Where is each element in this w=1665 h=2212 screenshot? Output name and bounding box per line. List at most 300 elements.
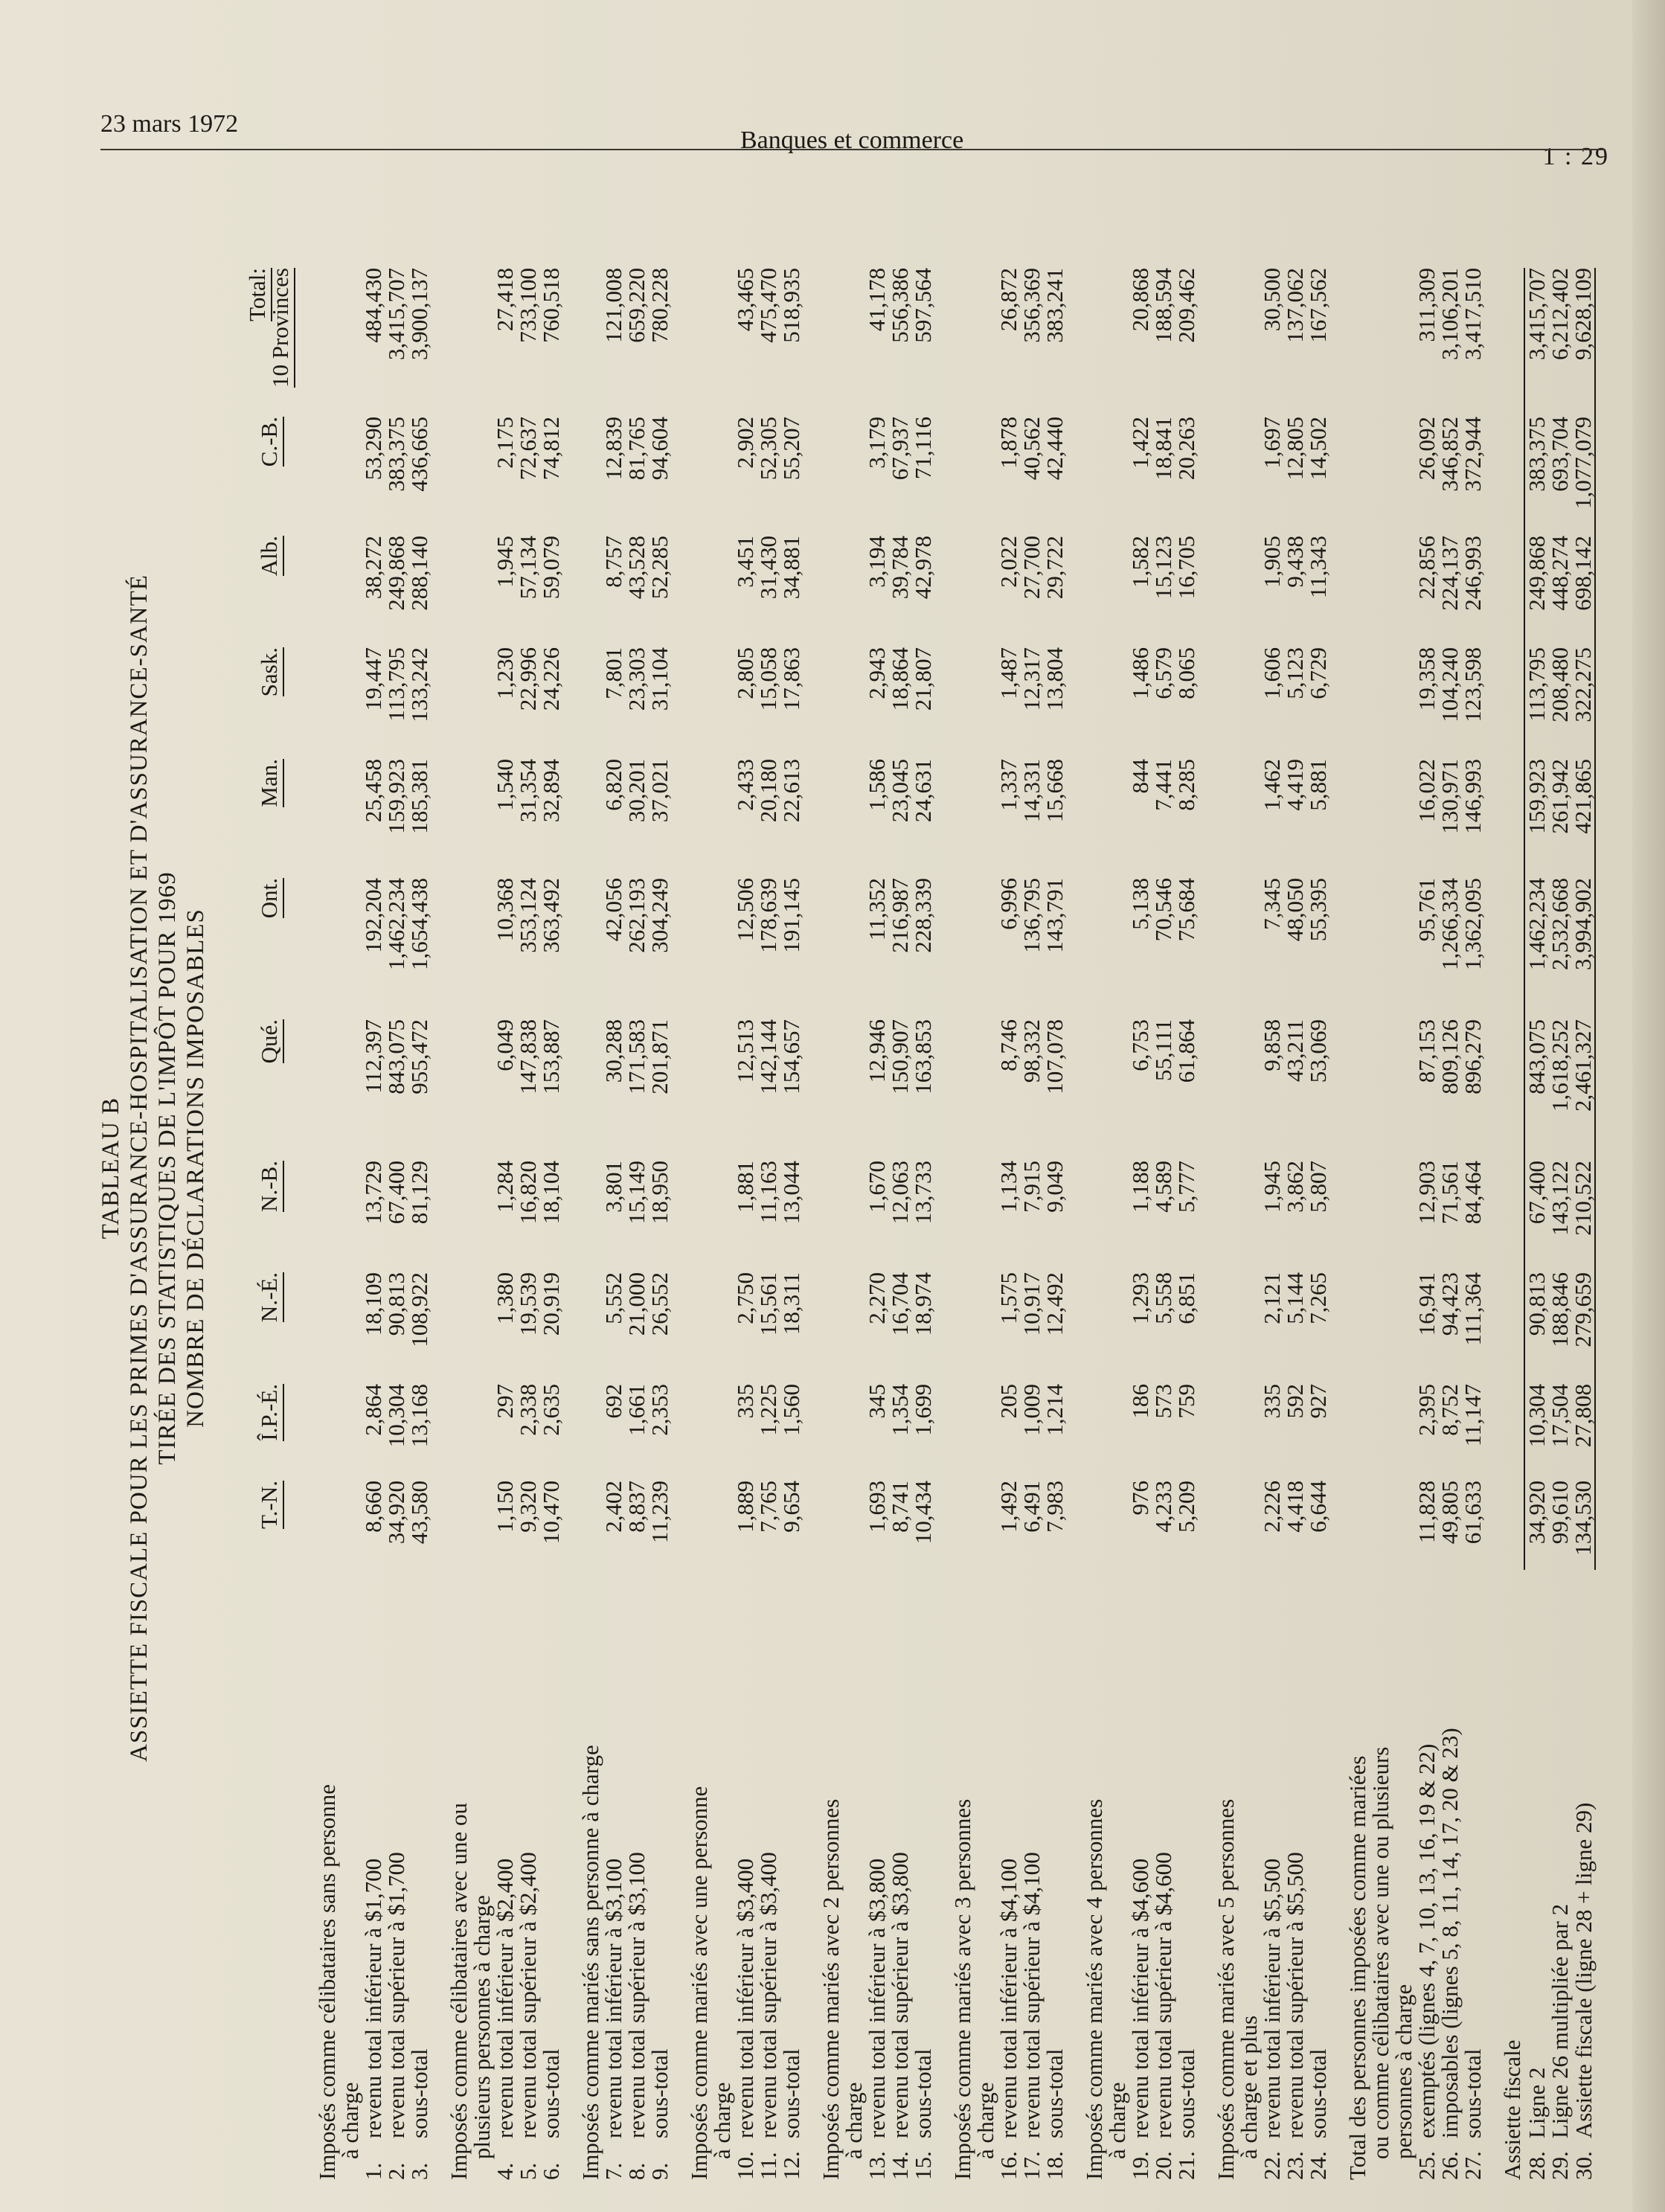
table-cell: 6,729 xyxy=(1305,647,1331,699)
table-cell: 52,305 xyxy=(755,417,781,481)
table-cell: 94,604 xyxy=(647,417,673,481)
table-cell: 1,462 xyxy=(1259,759,1285,811)
row-label xyxy=(385,1570,408,2180)
row-number: 24. xyxy=(1305,2151,1331,2180)
table-cell: 104,240 xyxy=(1437,647,1463,722)
table-row xyxy=(1524,268,1548,2180)
table-cell: 18,109 xyxy=(360,1272,386,1336)
table-cell: 356,369 xyxy=(1018,268,1045,343)
table-cell: 1,606 xyxy=(1259,647,1285,699)
page-header xyxy=(100,110,1609,170)
table-cell: 205 xyxy=(995,1384,1021,1419)
table-cell: 19,447 xyxy=(360,647,386,711)
row-number: 26. xyxy=(1437,2151,1463,2180)
table-cell: 2,338 xyxy=(515,1384,541,1436)
table-cell: 48,050 xyxy=(1282,878,1308,942)
section-heading-row xyxy=(671,268,710,2180)
table-cell: 17,504 xyxy=(1547,1384,1573,1448)
table-cell: 43,211 xyxy=(1282,1019,1308,1083)
table-cell: 3,862 xyxy=(1282,1161,1308,1213)
table-row xyxy=(911,268,934,2180)
row-label xyxy=(1129,1570,1152,2180)
row-label-text: sous-total xyxy=(778,2048,804,2138)
table-row xyxy=(1260,268,1283,2180)
row-label-text: revenu total supérieur à $3,400 xyxy=(755,1852,781,2138)
table-cell: 43,465 xyxy=(732,268,758,332)
table-cell: 1,654,438 xyxy=(406,878,432,970)
section-heading-row xyxy=(1237,268,1260,2180)
table-cell: 55,395 xyxy=(1305,878,1331,942)
section-heading: plusieurs personnes à charge xyxy=(469,1895,495,2159)
table-cell: 1,188 xyxy=(1127,1161,1153,1213)
table-cell: 10,470 xyxy=(538,1481,564,1545)
table-subtitle-2: NOMBRE DE DÉCLARATIONS IMPOSABLES xyxy=(182,908,209,1428)
table-cell: 147,838 xyxy=(515,1019,541,1094)
table-cell: 153,887 xyxy=(538,1019,564,1094)
section-heading: à charge xyxy=(841,2082,867,2159)
row-number: 22. xyxy=(1259,2151,1285,2180)
table-cell: 1,878 xyxy=(995,417,1021,469)
table-cell: 94,423 xyxy=(1437,1272,1463,1336)
row-label-text: sous-total xyxy=(910,2048,936,2138)
table-cell: 1,889 xyxy=(732,1481,758,1533)
row-label-text: revenu total inférieur à $3,400 xyxy=(732,1858,758,2138)
row-number: 4. xyxy=(492,2162,518,2180)
row-number: 28. xyxy=(1523,2151,1550,2180)
row-label xyxy=(997,1570,1020,2180)
table-cell: 143,791 xyxy=(1042,878,1068,953)
table-cell: 7,345 xyxy=(1259,878,1285,930)
row-number: 12. xyxy=(778,2151,804,2180)
row-label xyxy=(1548,1570,1571,2180)
col-header-sask: Sask. xyxy=(246,647,299,759)
table-cell: 130,971 xyxy=(1437,759,1463,834)
table-cell: 844 xyxy=(1127,759,1153,794)
table-cell: 7,983 xyxy=(1042,1481,1068,1533)
rotated-table-block xyxy=(97,156,1629,2180)
table-cell: 2,270 xyxy=(864,1272,890,1324)
table-cell: 18,841 xyxy=(1150,417,1176,481)
table-cell: 2,864 xyxy=(360,1384,386,1436)
table-cell: 843,075 xyxy=(1524,1019,1548,1161)
table-cell: 2,121 xyxy=(1259,1272,1285,1324)
table-cell: 1,881 xyxy=(732,1161,758,1213)
table-cell: 42,978 xyxy=(910,536,936,600)
table-cell: 1,699 xyxy=(910,1384,936,1436)
table-cell: 167,562 xyxy=(1305,268,1331,343)
table-cell: 5,138 xyxy=(1127,878,1153,930)
table-cell: 1,284 xyxy=(492,1161,518,1213)
table-cell: 99,610 xyxy=(1547,1481,1573,1545)
table-cell: 12,506 xyxy=(732,878,758,942)
table-cell: 4,418 xyxy=(1282,1481,1308,1533)
table-cell: 2,226 xyxy=(1259,1481,1285,1533)
row-label xyxy=(1571,1570,1595,2180)
table-cell: 16,705 xyxy=(1173,536,1199,600)
row-label xyxy=(648,1570,671,2180)
section-heading-row xyxy=(431,268,470,2180)
table-row xyxy=(602,268,625,2180)
table-cell: 1,670 xyxy=(864,1161,890,1213)
table-cell: 692 xyxy=(600,1384,626,1419)
section-heading: à charge et plus xyxy=(1236,2015,1262,2159)
table-number: TABLEAU B xyxy=(97,1097,124,1240)
section-heading-row xyxy=(1329,268,1369,2180)
row-label xyxy=(1175,1570,1198,2180)
table-cell: 34,920 xyxy=(1524,1481,1548,1570)
table-row xyxy=(539,268,562,2180)
table-row xyxy=(516,268,539,2180)
row-label-text: Assiette fiscale (ligne 28 + ligne 29) xyxy=(1570,1802,1597,2138)
table-cell: 383,375 xyxy=(1524,417,1548,536)
table-cell: 2,402 xyxy=(600,1481,626,1533)
table-cell: 3,417,510 xyxy=(1460,268,1486,360)
table-cell: 733,100 xyxy=(515,268,541,343)
row-number: 5. xyxy=(515,2162,541,2180)
table-cell: 24,631 xyxy=(910,759,936,823)
table-cell: 67,400 xyxy=(1524,1161,1548,1272)
table-cell: 15,561 xyxy=(755,1272,781,1336)
section-heading: Imposés comme mariés avec 2 personnes xyxy=(818,1798,844,2180)
table-cell: 3,900,137 xyxy=(406,268,432,360)
table-cell: 1,575 xyxy=(995,1272,1021,1324)
table-cell: 7,801 xyxy=(600,647,626,699)
table-cell: 224,137 xyxy=(1437,536,1463,611)
col-header-ne: N.-É. xyxy=(246,1272,299,1384)
table-row xyxy=(493,268,516,2180)
table-row xyxy=(1043,268,1066,2180)
table-cell: 22,613 xyxy=(778,759,804,823)
table-cell: 123,598 xyxy=(1460,647,1486,722)
table-cell: 16,704 xyxy=(887,1272,913,1336)
table-cell: 976 xyxy=(1127,1481,1153,1516)
table-cell: 137,062 xyxy=(1282,268,1308,343)
table-row xyxy=(757,268,780,2180)
table-cell: 192,204 xyxy=(360,878,386,953)
table-cell: 345 xyxy=(864,1384,890,1419)
table-cell: 659,220 xyxy=(623,268,649,343)
table-cell: 87,153 xyxy=(1414,1019,1440,1083)
row-number: 20. xyxy=(1150,2151,1176,2180)
section-heading-row xyxy=(974,268,997,2180)
table-cell: 20,868 xyxy=(1127,268,1153,332)
table-cell: 8,752 xyxy=(1437,1384,1463,1436)
table-cell: 11,352 xyxy=(864,878,890,941)
table-cell: 4,233 xyxy=(1150,1481,1176,1533)
table-cell: 1,945 xyxy=(492,536,518,588)
table-cell: 279,659 xyxy=(1571,1272,1595,1384)
table-cell: 10,917 xyxy=(1018,1272,1045,1336)
table-cell: 1,266,334 xyxy=(1437,878,1463,970)
table-row xyxy=(1461,268,1484,2180)
table-cell: 1,362,095 xyxy=(1460,878,1486,970)
table-cell: 927 xyxy=(1305,1384,1331,1419)
table-cell: 11,239 xyxy=(647,1481,673,1544)
table-cell: 34,881 xyxy=(778,536,804,600)
table-cell: 7,441 xyxy=(1150,759,1176,811)
table-cell: 43,528 xyxy=(623,536,649,600)
row-label-text: Ligne 2 xyxy=(1523,2067,1550,2138)
table-cell: 4,589 xyxy=(1150,1161,1176,1213)
row-number: 1. xyxy=(360,2162,386,2180)
row-label-text: revenu total supérieur à $3,800 xyxy=(887,1852,913,2138)
table-cell: 21,000 xyxy=(623,1272,649,1336)
table-cell: 16,022 xyxy=(1414,759,1440,823)
row-label-text: sous-total xyxy=(1042,2048,1068,2138)
table-cell: 8,660 xyxy=(360,1481,386,1533)
table-cell: 37,021 xyxy=(647,759,673,823)
table-cell: 1,945 xyxy=(1259,1161,1285,1213)
table-row xyxy=(362,268,385,2180)
table-cell: 1,337 xyxy=(995,759,1021,811)
table-cell: 1,618,252 xyxy=(1547,1019,1573,1112)
table-cell: 1,230 xyxy=(492,647,518,699)
row-number: 14. xyxy=(887,2151,913,2180)
table-cell: 49,805 xyxy=(1437,1481,1463,1545)
table-cell: 2,532,668 xyxy=(1547,878,1573,970)
table-cell: 121,008 xyxy=(600,268,626,343)
table-cell: 353,124 xyxy=(515,878,541,953)
table-cell: 26,552 xyxy=(647,1272,673,1336)
row-number: 10. xyxy=(732,2151,758,2180)
table-cell: 95,761 xyxy=(1414,878,1440,942)
table-cell: 25,458 xyxy=(360,759,386,823)
table-cell: 896,279 xyxy=(1460,1019,1486,1094)
table-cell: 1,134 xyxy=(995,1161,1021,1213)
table-cell: 14,331 xyxy=(1018,759,1045,823)
table-cell: 13,804 xyxy=(1042,647,1068,711)
table-cell: 13,733 xyxy=(910,1161,936,1225)
table-cell: 322,275 xyxy=(1571,647,1595,759)
row-label-text: revenu total inférieur à $4,600 xyxy=(1127,1858,1153,2138)
table-cell: 1,582 xyxy=(1127,536,1153,588)
row-label-text: revenu total supérieur à $5,500 xyxy=(1282,1852,1308,2138)
table-cell: 134,530 xyxy=(1571,1481,1595,1570)
section-heading-row xyxy=(299,268,339,2180)
row-label-text: revenu total supérieur à $4,600 xyxy=(1150,1852,1176,2138)
table-cell: 1,009 xyxy=(1018,1384,1045,1436)
section-heading-row xyxy=(803,268,842,2180)
page-binding-edge xyxy=(1632,0,1665,2212)
table-cell: 3,415,707 xyxy=(1524,268,1548,417)
table-cell: 6,049 xyxy=(492,1019,518,1071)
section-heading: Imposés comme mariés avec 3 personnes xyxy=(949,1798,975,2180)
table-row xyxy=(1306,268,1329,2180)
row-number: 21. xyxy=(1173,2151,1199,2180)
table-cell: 335 xyxy=(732,1384,758,1419)
row-number: 7. xyxy=(600,2162,626,2180)
table-cell: 53,290 xyxy=(360,417,386,481)
table-cell: 43,580 xyxy=(406,1481,432,1545)
table-cell: 573 xyxy=(1150,1384,1176,1419)
table-cell: 90,813 xyxy=(383,1272,409,1336)
table-title: ASSIETTE FISCALE POUR LES PRIMES D'ASSURANCE-HOSPITALISATION ET D'ASSURANCE-SANTÉ xyxy=(126,574,153,1762)
row-label xyxy=(493,1570,516,2180)
table-cell: 29,722 xyxy=(1042,536,1068,600)
table-cell: 113,795 xyxy=(1524,647,1548,759)
table-cell: 262,193 xyxy=(623,878,649,953)
row-label xyxy=(1415,1570,1438,2180)
section-heading-row xyxy=(470,268,493,2180)
section-heading-row xyxy=(1392,268,1415,2180)
row-label xyxy=(1461,1570,1484,2180)
row-label xyxy=(1438,1570,1461,2180)
table-cell: 11,343 xyxy=(1305,536,1331,599)
table-cell: 1,462,234 xyxy=(1524,878,1548,1019)
section-heading: ou comme célibataires avec une ou plusieurs xyxy=(1367,1746,1393,2159)
table-cell: 6,851 xyxy=(1173,1272,1199,1324)
section-heading: à charge xyxy=(337,2082,363,2159)
row-label-text: revenu total inférieur à $5,500 xyxy=(1259,1858,1285,2138)
section-heading-row xyxy=(339,268,362,2180)
table-cell: 484,430 xyxy=(360,268,386,343)
row-number: 13. xyxy=(864,2151,890,2180)
table-cell: 7,265 xyxy=(1305,1272,1331,1324)
table-cell: 55,207 xyxy=(778,417,804,481)
table-cell: 12,513 xyxy=(732,1019,758,1083)
table-cell: 304,249 xyxy=(647,878,673,953)
row-label-text: revenu total supérieur à $3,100 xyxy=(623,1852,649,2138)
table-cell: 24,226 xyxy=(538,647,564,711)
table-cell: 201,871 xyxy=(647,1019,673,1094)
table-cell: 19,358 xyxy=(1414,647,1440,711)
table-cell: 1,380 xyxy=(492,1272,518,1324)
table-cell: 59,079 xyxy=(538,536,564,600)
table-row xyxy=(734,268,757,2180)
table-cell: 23,303 xyxy=(623,647,649,711)
table-cell: 30,201 xyxy=(623,759,649,823)
table-cell: 5,807 xyxy=(1305,1161,1331,1213)
table-cell: 26,092 xyxy=(1414,417,1440,481)
table-cell: 12,063 xyxy=(887,1161,913,1225)
row-label xyxy=(362,1570,385,2180)
row-label xyxy=(408,1570,431,2180)
table-cell: 12,317 xyxy=(1018,647,1045,711)
table-cell: 1,293 xyxy=(1127,1272,1153,1324)
row-label xyxy=(757,1570,780,2180)
row-label-text: sous-total xyxy=(647,2048,673,2138)
table-row xyxy=(385,268,408,2180)
section-heading: Imposés comme mariés avec 5 personnes xyxy=(1213,1798,1239,2180)
row-number: 27. xyxy=(1460,2151,1486,2180)
table-cell: 759 xyxy=(1173,1384,1199,1419)
table-cell: 71,561 xyxy=(1437,1161,1463,1225)
table-cell: 1,486 xyxy=(1127,647,1153,699)
table-cell: 2,433 xyxy=(732,759,758,811)
table-cell: 1,214 xyxy=(1042,1384,1068,1436)
row-label xyxy=(1306,1570,1329,2180)
table-cell: 3,194 xyxy=(864,536,890,588)
row-label xyxy=(516,1570,539,2180)
table-cell: 8,837 xyxy=(623,1481,649,1533)
table-cell: 18,950 xyxy=(647,1161,673,1225)
section-heading: Total des personnes imposées comme mariées xyxy=(1344,1755,1370,2180)
section-heading-row xyxy=(1106,268,1129,2180)
table-cell: 955,472 xyxy=(406,1019,432,1094)
section-heading: à charge xyxy=(709,2082,735,2159)
table-cell: 10,304 xyxy=(1524,1384,1548,1481)
row-label-text: revenu total inférieur à $3,100 xyxy=(600,1858,626,2138)
row-number: 6. xyxy=(538,2162,564,2180)
table-cell: 6,579 xyxy=(1150,647,1176,699)
table-cell: 383,241 xyxy=(1042,268,1068,343)
table-cell: 6,644 xyxy=(1305,1481,1331,1533)
table-cell: 81,765 xyxy=(623,417,649,481)
table-cell: 1,492 xyxy=(995,1481,1021,1533)
table-cell: 5,558 xyxy=(1150,1272,1176,1324)
table-cell: 2,805 xyxy=(732,647,758,699)
table-cell: 209,462 xyxy=(1173,268,1199,343)
table-row xyxy=(1571,268,1595,2180)
table-cell: 20,180 xyxy=(755,759,781,823)
table-cell: 163,853 xyxy=(910,1019,936,1094)
section-heading-row xyxy=(1369,268,1392,2180)
table-cell: 67,400 xyxy=(383,1161,409,1225)
section-heading-row xyxy=(934,268,974,2180)
row-label-text: Ligne 26 multipliée par 2 xyxy=(1547,1903,1573,2138)
table-cell: 4,419 xyxy=(1282,759,1308,811)
table-row xyxy=(1415,268,1438,2180)
table-cell: 31,354 xyxy=(515,759,541,823)
table-cell: 10,304 xyxy=(383,1384,409,1448)
table-cell: 154,657 xyxy=(778,1019,804,1094)
table-cell: 13,044 xyxy=(778,1161,804,1225)
table-cell: 39,784 xyxy=(887,536,913,600)
table-cell: 57,134 xyxy=(515,536,541,600)
table-cell: 311,309 xyxy=(1414,268,1440,342)
table-cell: 3,415,707 xyxy=(383,268,409,360)
table-cell: 5,777 xyxy=(1173,1161,1199,1213)
table-cell: 363,492 xyxy=(538,878,564,953)
table-cell: 9,320 xyxy=(515,1481,541,1533)
table-row xyxy=(408,268,431,2180)
table-cell: 843,075 xyxy=(383,1019,409,1094)
table-cell: 133,242 xyxy=(406,647,432,722)
col-header-nb: N.-B. xyxy=(246,1161,299,1272)
table-cell: 10,434 xyxy=(910,1481,936,1545)
table-cell: 186 xyxy=(1127,1384,1153,1419)
section-heading-row xyxy=(1484,268,1524,2180)
table-cell: 12,903 xyxy=(1414,1161,1440,1225)
table-cell: 809,126 xyxy=(1437,1019,1463,1094)
section-heading: Assiette fiscale xyxy=(1499,2039,1525,2180)
table-cell: 16,941 xyxy=(1414,1272,1440,1336)
table-cell: 84,464 xyxy=(1460,1161,1486,1225)
row-label-text: revenu total inférieur à $4,100 xyxy=(995,1858,1021,2138)
table-cell: 249,868 xyxy=(1524,536,1548,647)
row-label xyxy=(1283,1570,1306,2180)
table-cell: 6,820 xyxy=(600,759,626,811)
table-cell: 71,116 xyxy=(910,417,936,480)
row-label xyxy=(911,1570,934,2180)
table-cell: 42,440 xyxy=(1042,417,1068,481)
table-cell: 20,919 xyxy=(538,1272,564,1336)
table-row xyxy=(997,268,1020,2180)
table-cell: 7,765 xyxy=(755,1481,781,1533)
table-cell: 14,502 xyxy=(1305,417,1331,481)
table-cell: 15,149 xyxy=(623,1161,649,1225)
table-cell: 23,045 xyxy=(887,759,913,823)
row-number: 23. xyxy=(1282,2151,1308,2180)
table-cell: 81,129 xyxy=(406,1161,432,1225)
table-cell: 67,937 xyxy=(887,417,913,481)
table-row xyxy=(780,268,803,2180)
row-label xyxy=(1260,1570,1283,2180)
table-cell: 30,500 xyxy=(1259,268,1285,332)
row-label-text: sous-total xyxy=(538,2048,564,2138)
table-cell: 216,987 xyxy=(887,878,913,953)
table-cell: 5,123 xyxy=(1282,647,1308,699)
